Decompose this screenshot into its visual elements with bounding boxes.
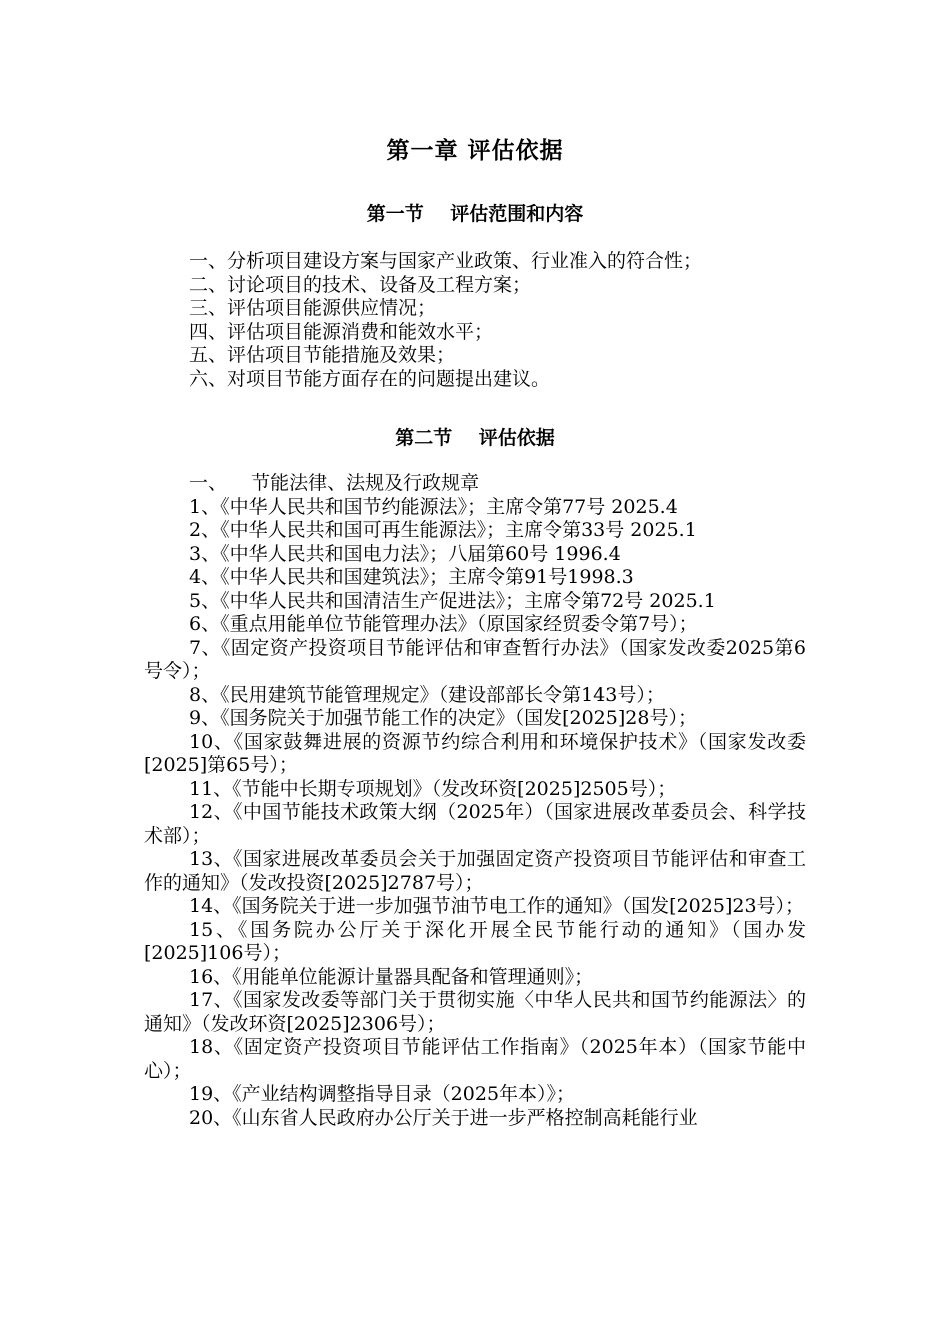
list-item: 12、《中国节能技术政策大纲（2025年）（国家进展改革委员会、科学技术部）； bbox=[144, 801, 806, 847]
list-item: 13、《国家进展改革委员会关于加强固定资产投资项目节能评估和审查工作的通知》（发改投资[2025]2787号）； bbox=[144, 848, 806, 894]
list-item: 14、《国务院关于进一步加强节油节电工作的通知》（国发[2025]23号）； bbox=[189, 895, 805, 917]
list-item: 17、《国家发改委等部门关于贯彻实施〈中华人民共和国节约能源法〉的通知》（发改环资[2025]2306号）； bbox=[144, 989, 806, 1035]
basis-list bbox=[144, 472, 806, 1130]
list-item: 20、《山东省人民政府办公厅关于进一步严格控制高耗能行业 bbox=[189, 1106, 698, 1129]
list-item: 19、《产业结构调整指导目录（2025年本）》； bbox=[189, 1083, 576, 1105]
list-item: 15、《国务院办公厅关于深化开展全民节能行动的通知》（国办发[2025]106号）； bbox=[144, 918, 806, 964]
scope-list bbox=[144, 250, 806, 391]
list-item: 16、《用能单位能源计量器具配备和管理通则》； bbox=[189, 965, 594, 988]
list-item: 四、评估项目能源消费和能效水平； bbox=[189, 320, 494, 343]
list-item: 9、《国务院关于加强节能工作的决定》（国发[2025]28号）； bbox=[189, 707, 697, 729]
list-item: 二、讨论项目的技术、设备及工程方案； bbox=[189, 273, 532, 296]
list-item: 8、《民用建筑节能管理规定》（建设部部长令第143号）； bbox=[189, 683, 665, 706]
list-item: 3、《中华人民共和国电力法》；八届第60号 1996.4 bbox=[189, 542, 621, 565]
list-item: 10、《国家鼓舞进展的资源节约综合利用和环境保护技术》（国家发改委[2025]第65号）； bbox=[144, 730, 806, 776]
sub-heading: 一、 节能法律、法规及行政规章 bbox=[189, 472, 480, 494]
list-item: 三、评估项目能源供应情况； bbox=[189, 297, 437, 319]
list-item: 五、评估项目节能措施及效果； bbox=[189, 344, 456, 366]
list-item: 18、《固定资产投资项目节能评估工作指南》（2025年本）（国家节能中心）； bbox=[144, 1036, 806, 1082]
list-item: 一、分析项目建设方案与国家产业政策、行业准入的符合性； bbox=[189, 250, 703, 272]
list-item: 4、《中华人民共和国建筑法》；主席令第91号1998.3 bbox=[189, 566, 634, 588]
section-title-basis: 第二节 评估依据 bbox=[395, 427, 555, 449]
list-item: 5、《中华人民共和国清洁生产促进法》；主席令第72号 2025.1 bbox=[189, 589, 716, 612]
list-item: 1、《中华人民共和国节约能源法》；主席令第77号 2025.4 bbox=[189, 495, 678, 518]
list-item: 6、《重点用能单位节能管理办法》（原国家经贸委令第7号）； bbox=[189, 613, 698, 635]
section-title-scope: 第一节 评估范围和内容 bbox=[366, 203, 584, 225]
list-item: 7、《固定资产投资项目节能评估和审查暂行办法》（国家发改委2025第6号令）； bbox=[144, 636, 806, 682]
list-item: 2、《中华人民共和国可再生能源法》；主席令第33号 2025.1 bbox=[189, 519, 697, 541]
list-item: 六、对项目节能方面存在的问题提出建议。 bbox=[189, 367, 551, 390]
list-item: 11、《节能中长期专项规划》（发改环资[2025]2505号）； bbox=[189, 777, 677, 800]
chapter-title: 第一章 评估依据 bbox=[386, 138, 564, 164]
